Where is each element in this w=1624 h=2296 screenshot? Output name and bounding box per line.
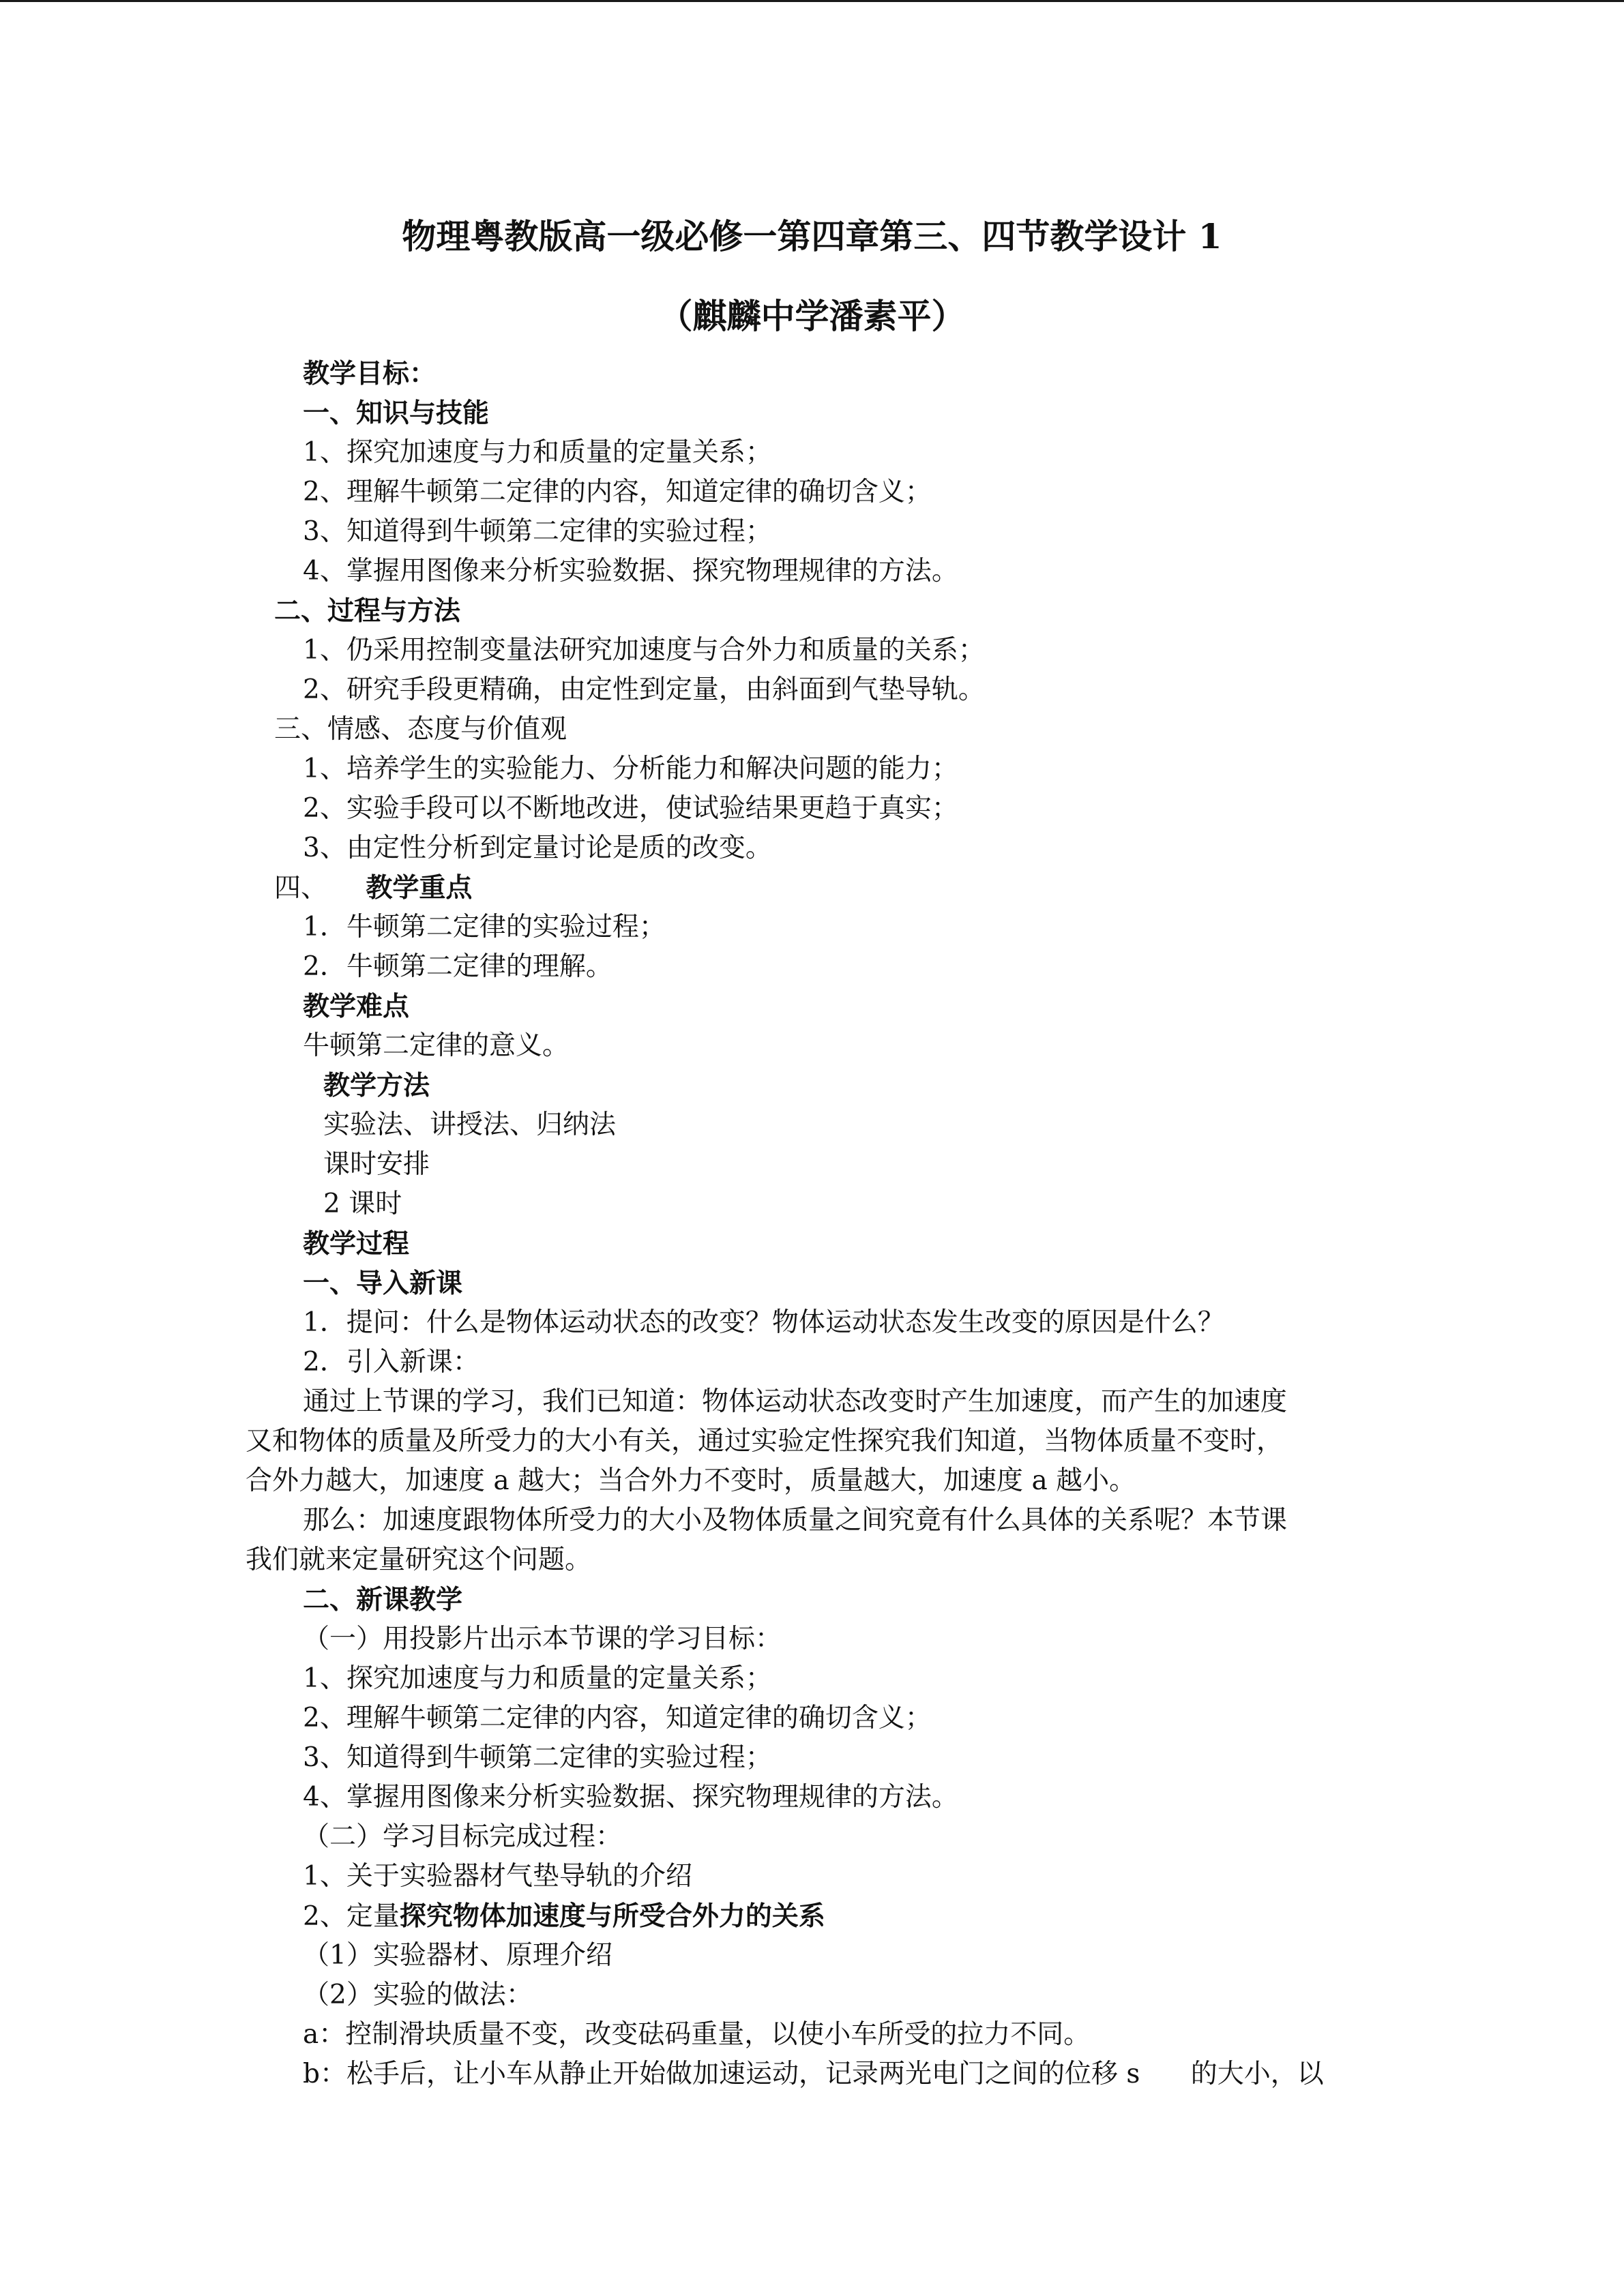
process-method-item: 2、研究手段更精确，由定性到定量，由斜面到气垫导轨。 — [303, 674, 985, 705]
lesson-part: （1）实验器材、原理介绍 — [303, 1940, 612, 1971]
new-lesson-subheading: （一）用投影片出示本节课的学习目标： — [303, 1624, 782, 1654]
experiment-step-b: b：松手后，让小车从静止开始做加速运动，记录两光电门之间的位移 s 的大小，以 — [303, 2059, 1324, 2089]
difficulty-heading: 教学难点 — [303, 991, 410, 1022]
emotion-item: 3、由定性分析到定量讨论是质的改变。 — [303, 833, 772, 863]
intro-paragraph-line: 合外力越大，加速度 a 越大；当合外力不变时，质量越大，加速度 a 越小。 — [246, 1465, 1136, 1496]
intro-paragraph-line: 又和物体的质量及所受力的大小有关，通过实验定性探究我们知道，当物体质量不变时， — [246, 1426, 1284, 1457]
intro-paragraph-line: 我们就来定量研究这个问题。 — [246, 1545, 592, 1575]
emotion-item: 2、实验手段可以不断地改进，使试验结果更趋于真实； — [303, 793, 958, 824]
intro-question: 1．提问：什么是物体运动状态的改变？物体运动状态发生改变的原因是什么？ — [303, 1307, 1224, 1338]
process-method-heading: 二、过程与方法 — [274, 595, 461, 627]
key-points-line — [274, 871, 472, 905]
teaching-process-heading: 教学过程 — [303, 1228, 410, 1259]
document-author: （麒麟中学潘素平） — [658, 296, 966, 336]
schedule-text: 2 课时 — [323, 1189, 402, 1219]
page-top-border — [0, 0, 1624, 2]
lesson-step-prefix: 2、定量 — [303, 1901, 400, 1932]
key-point-item: 1．牛顿第二定律的实验过程； — [303, 912, 666, 942]
lesson-step-bold: 探究物体加速度与所受合外力的关系 — [399, 1900, 825, 1932]
lesson-step — [303, 1900, 825, 1933]
document-title: 物理粤教版高一级必修一第四章第三、四节教学设计 1 — [402, 216, 1222, 256]
learning-goal-item: 3、知道得到牛顿第二定律的实验过程； — [303, 1742, 772, 1773]
key-points-heading: 教学重点 — [366, 872, 473, 904]
new-lesson-heading: 二、新课教学 — [303, 1584, 463, 1615]
knowledge-item: 3、知道得到牛顿第二定律的实验过程； — [303, 516, 772, 547]
emotion-item: 1、培养学生的实验能力、分析能力和解决问题的能力； — [303, 754, 958, 784]
knowledge-item: 1、探究加速度与力和质量的定量关系； — [303, 437, 772, 468]
key-point-item: 2．牛顿第二定律的理解。 — [303, 951, 612, 982]
emotion-heading: 三、情感、态度与价值观 — [274, 714, 567, 745]
learning-goal-item: 1、探究加速度与力和质量的定量关系； — [303, 1663, 772, 1694]
objectives-heading: 教学目标： — [303, 358, 437, 389]
intro-paragraph-line: 那么：加速度跟物体所受力的大小及物体质量之间究竟有什么具体的关系呢？本节课 — [303, 1505, 1288, 1536]
key-points-number: 四、 — [274, 873, 328, 904]
knowledge-heading: 一、知识与技能 — [303, 398, 490, 429]
learning-goal-item: 4、掌握用图像来分析实验数据、探究物理规律的方法。 — [303, 1782, 958, 1813]
process-method-item: 1、仍采用控制变量法研究加速度与合外力和质量的关系； — [303, 635, 985, 666]
difficulty-text: 牛顿第二定律的意义。 — [303, 1030, 570, 1061]
method-heading: 教学方法 — [323, 1070, 430, 1101]
intro-paragraph-line: 通过上节课的学习，我们已知道：物体运动状态改变时产生加速度，而产生的加速度 — [303, 1386, 1288, 1417]
experiment-step-a: a：控制滑块质量不变，改变砝码重量，以使小车所受的拉力不同。 — [303, 2019, 1091, 2050]
new-lesson-subheading: （二）学习目标完成过程： — [303, 1821, 623, 1852]
intro-new-lesson: 2．引入新课： — [303, 1347, 479, 1377]
learning-goal-item: 2、理解牛顿第二定律的内容，知道定律的确切含义； — [303, 1703, 932, 1733]
knowledge-item: 4、掌握用图像来分析实验数据、探究物理规律的方法。 — [303, 556, 958, 586]
schedule-heading: 课时安排 — [323, 1149, 430, 1180]
lesson-part: （2）实验的做法： — [303, 1980, 533, 2010]
method-text: 实验法、讲授法、归纳法 — [323, 1109, 617, 1140]
intro-heading: 一、导入新课 — [303, 1268, 463, 1299]
knowledge-item: 2、理解牛顿第二定律的内容，知道定律的确切含义； — [303, 477, 932, 507]
lesson-step: 1、关于实验器材气垫导轨的介绍 — [303, 1861, 692, 1892]
